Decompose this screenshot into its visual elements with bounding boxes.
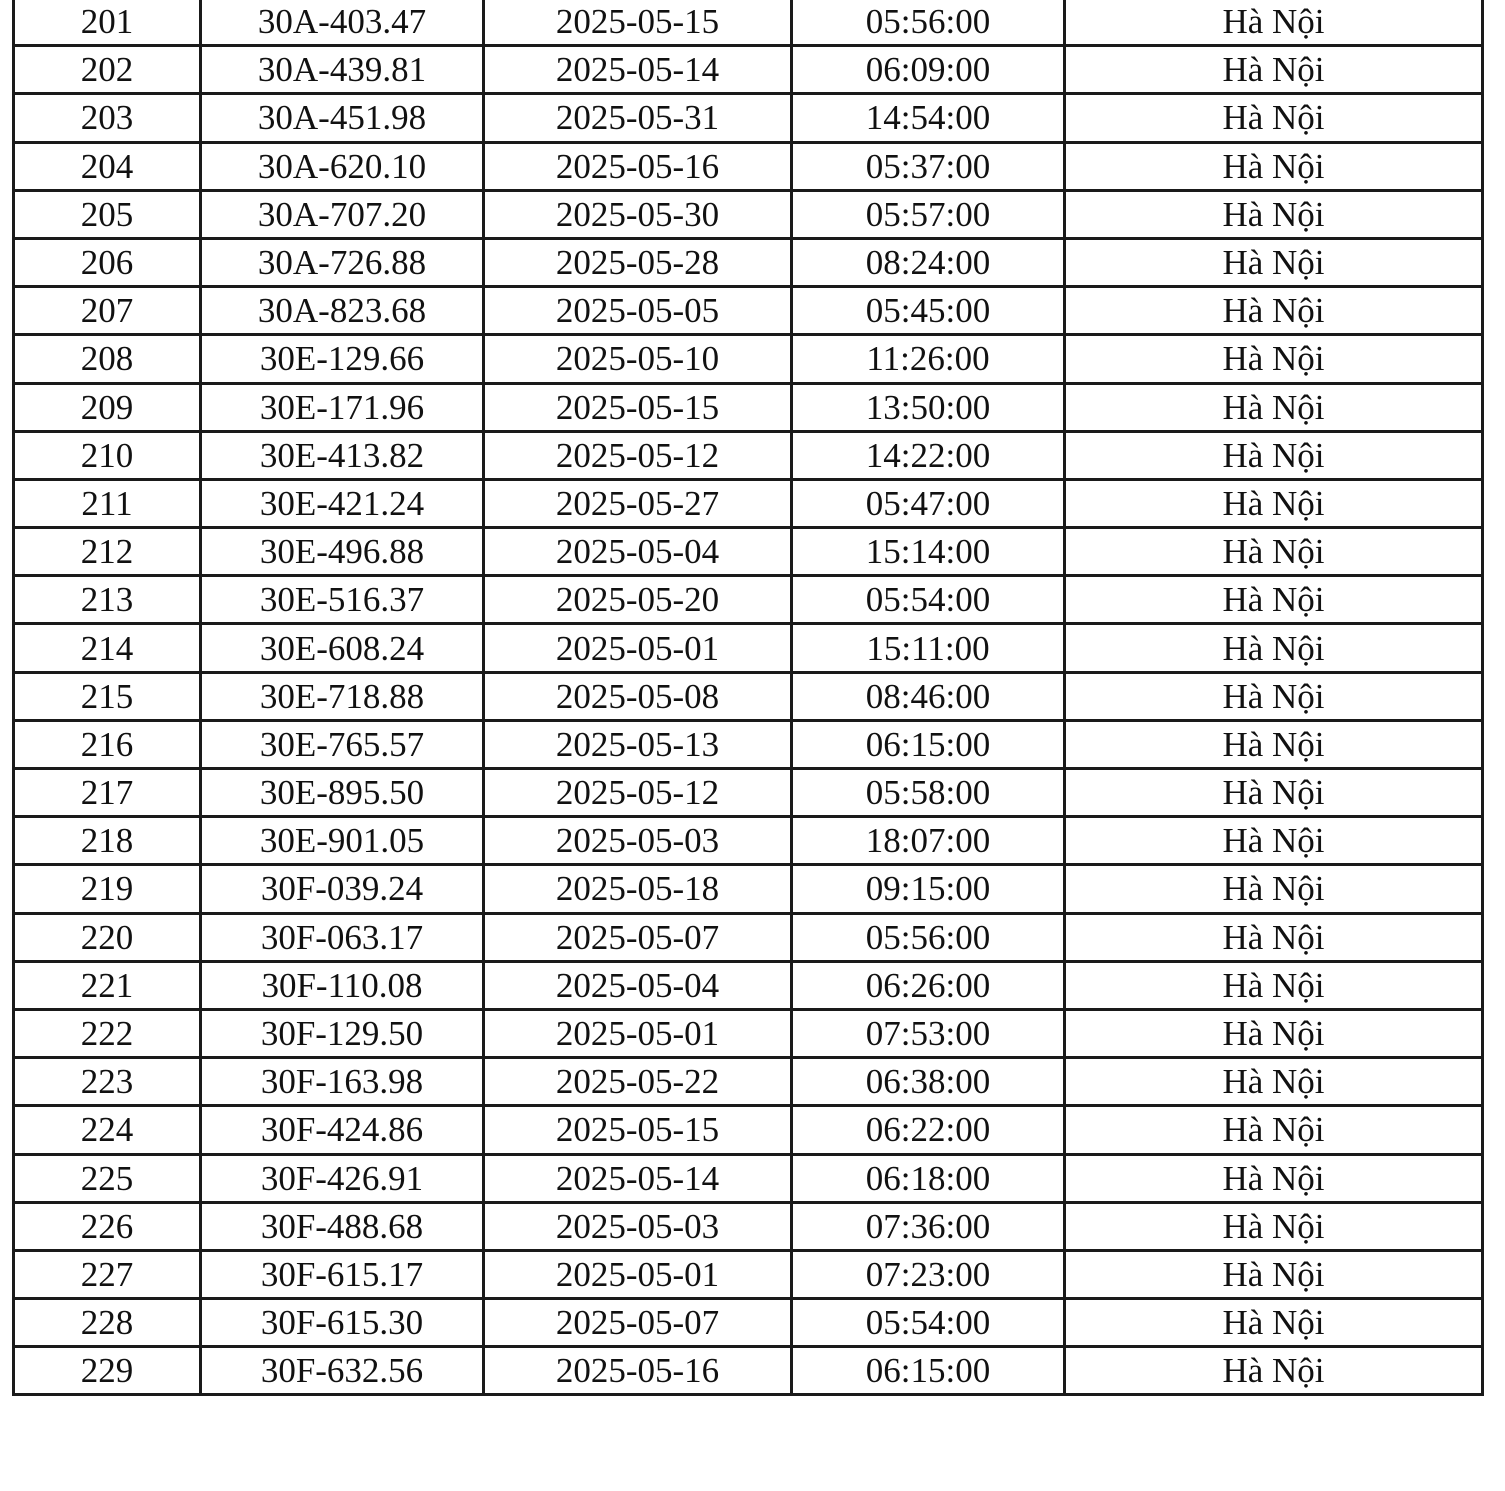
- violation-date-cell: 2025-05-13: [484, 720, 792, 768]
- location-cell: Hà Nội: [1065, 94, 1483, 142]
- license-plate-cell: 30A-451.98: [201, 94, 484, 142]
- table-body: [14, 0, 1483, 1395]
- table-row: [14, 528, 1483, 576]
- violation-date-cell: 2025-05-15: [484, 1106, 792, 1154]
- license-plate-cell: 30F-488.68: [201, 1202, 484, 1250]
- violation-date-cell: 2025-05-30: [484, 190, 792, 238]
- violation-date-cell: 2025-05-15: [484, 0, 792, 46]
- license-plate-cell: 30F-632.56: [201, 1347, 484, 1395]
- table-row: [14, 190, 1483, 238]
- row-number-cell: 208: [14, 335, 201, 383]
- violation-time-cell: 13:50:00: [792, 383, 1065, 431]
- violation-time-cell: 07:53:00: [792, 1009, 1065, 1057]
- location-cell: Hà Nội: [1065, 1106, 1483, 1154]
- violation-date-cell: 2025-05-12: [484, 769, 792, 817]
- row-number-cell: 214: [14, 624, 201, 672]
- license-plate-cell: 30E-421.24: [201, 479, 484, 527]
- table-row: [14, 913, 1483, 961]
- violation-time-cell: 06:26:00: [792, 961, 1065, 1009]
- row-number-cell: 213: [14, 576, 201, 624]
- row-number-cell: 219: [14, 865, 201, 913]
- location-cell: Hà Nội: [1065, 46, 1483, 94]
- row-number-cell: 228: [14, 1299, 201, 1347]
- violation-time-cell: 05:54:00: [792, 1299, 1065, 1347]
- location-cell: Hà Nội: [1065, 624, 1483, 672]
- row-number-cell: 212: [14, 528, 201, 576]
- row-number-cell: 218: [14, 817, 201, 865]
- violation-date-cell: 2025-05-16: [484, 1347, 792, 1395]
- table-row: [14, 817, 1483, 865]
- violation-time-cell: 05:56:00: [792, 0, 1065, 46]
- violation-date-cell: 2025-05-07: [484, 1299, 792, 1347]
- row-number-cell: 222: [14, 1009, 201, 1057]
- violation-date-cell: 2025-05-07: [484, 913, 792, 961]
- location-cell: Hà Nội: [1065, 383, 1483, 431]
- violation-date-cell: 2025-05-22: [484, 1058, 792, 1106]
- license-plate-cell: 30A-707.20: [201, 190, 484, 238]
- row-number-cell: 207: [14, 287, 201, 335]
- violation-date-cell: 2025-05-03: [484, 1202, 792, 1250]
- row-number-cell: 211: [14, 479, 201, 527]
- license-plate-cell: 30F-129.50: [201, 1009, 484, 1057]
- violation-time-cell: 06:38:00: [792, 1058, 1065, 1106]
- violation-time-cell: 06:15:00: [792, 720, 1065, 768]
- table-row: [14, 1347, 1483, 1395]
- violation-date-cell: 2025-05-15: [484, 383, 792, 431]
- violation-date-cell: 2025-05-05: [484, 287, 792, 335]
- license-plate-cell: 30F-039.24: [201, 865, 484, 913]
- table-row: [14, 624, 1483, 672]
- table-row: [14, 1250, 1483, 1298]
- license-plate-cell: 30F-615.30: [201, 1299, 484, 1347]
- location-cell: Hà Nội: [1065, 865, 1483, 913]
- table-row: [14, 769, 1483, 817]
- row-number-cell: 220: [14, 913, 201, 961]
- violation-time-cell: 06:18:00: [792, 1154, 1065, 1202]
- row-number-cell: 205: [14, 190, 201, 238]
- row-number-cell: 210: [14, 431, 201, 479]
- violation-time-cell: 07:23:00: [792, 1250, 1065, 1298]
- license-plate-cell: 30E-608.24: [201, 624, 484, 672]
- row-number-cell: 221: [14, 961, 201, 1009]
- license-plate-cell: 30E-718.88: [201, 672, 484, 720]
- violations-table: [12, 0, 1484, 1396]
- license-plate-cell: 30E-171.96: [201, 383, 484, 431]
- row-number-cell: 223: [14, 1058, 201, 1106]
- location-cell: Hà Nội: [1065, 1299, 1483, 1347]
- violation-time-cell: 08:24:00: [792, 238, 1065, 286]
- violation-time-cell: 11:26:00: [792, 335, 1065, 383]
- row-number-cell: 217: [14, 769, 201, 817]
- violation-time-cell: 15:14:00: [792, 528, 1065, 576]
- table-row: [14, 383, 1483, 431]
- location-cell: Hà Nội: [1065, 528, 1483, 576]
- location-cell: Hà Nội: [1065, 817, 1483, 865]
- row-number-cell: 227: [14, 1250, 201, 1298]
- violation-time-cell: 09:15:00: [792, 865, 1065, 913]
- license-plate-cell: 30F-163.98: [201, 1058, 484, 1106]
- violation-time-cell: 05:47:00: [792, 479, 1065, 527]
- violation-time-cell: 18:07:00: [792, 817, 1065, 865]
- violation-time-cell: 05:54:00: [792, 576, 1065, 624]
- location-cell: Hà Nội: [1065, 190, 1483, 238]
- row-number-cell: 225: [14, 1154, 201, 1202]
- violation-date-cell: 2025-05-16: [484, 142, 792, 190]
- row-number-cell: 201: [14, 0, 201, 46]
- row-number-cell: 203: [14, 94, 201, 142]
- license-plate-cell: 30A-620.10: [201, 142, 484, 190]
- location-cell: Hà Nội: [1065, 1202, 1483, 1250]
- violation-date-cell: 2025-05-04: [484, 528, 792, 576]
- row-number-cell: 206: [14, 238, 201, 286]
- violation-time-cell: 05:37:00: [792, 142, 1065, 190]
- location-cell: Hà Nội: [1065, 287, 1483, 335]
- violation-date-cell: 2025-05-01: [484, 1250, 792, 1298]
- table-row: [14, 1154, 1483, 1202]
- table-row: [14, 238, 1483, 286]
- table-row: [14, 576, 1483, 624]
- location-cell: Hà Nội: [1065, 1154, 1483, 1202]
- location-cell: Hà Nội: [1065, 1347, 1483, 1395]
- location-cell: Hà Nội: [1065, 961, 1483, 1009]
- table-row: [14, 335, 1483, 383]
- table-row: [14, 479, 1483, 527]
- license-plate-cell: 30A-403.47: [201, 0, 484, 46]
- location-cell: Hà Nội: [1065, 913, 1483, 961]
- violation-date-cell: 2025-05-28: [484, 238, 792, 286]
- row-number-cell: 229: [14, 1347, 201, 1395]
- violation-date-cell: 2025-05-10: [484, 335, 792, 383]
- violation-date-cell: 2025-05-08: [484, 672, 792, 720]
- violation-date-cell: 2025-05-04: [484, 961, 792, 1009]
- table-row: [14, 287, 1483, 335]
- license-plate-cell: 30A-439.81: [201, 46, 484, 94]
- license-plate-cell: 30E-765.57: [201, 720, 484, 768]
- location-cell: Hà Nội: [1065, 0, 1483, 46]
- table-row: [14, 1009, 1483, 1057]
- license-plate-cell: 30E-901.05: [201, 817, 484, 865]
- row-number-cell: 224: [14, 1106, 201, 1154]
- table-row: [14, 865, 1483, 913]
- table-row: [14, 431, 1483, 479]
- location-cell: Hà Nội: [1065, 142, 1483, 190]
- license-plate-cell: 30A-823.68: [201, 287, 484, 335]
- location-cell: Hà Nội: [1065, 1250, 1483, 1298]
- location-cell: Hà Nội: [1065, 1009, 1483, 1057]
- location-cell: Hà Nội: [1065, 1058, 1483, 1106]
- row-number-cell: 204: [14, 142, 201, 190]
- violation-time-cell: 05:57:00: [792, 190, 1065, 238]
- table-row: [14, 0, 1483, 46]
- location-cell: Hà Nội: [1065, 479, 1483, 527]
- license-plate-cell: 30F-424.86: [201, 1106, 484, 1154]
- violation-time-cell: 05:58:00: [792, 769, 1065, 817]
- violation-date-cell: 2025-05-12: [484, 431, 792, 479]
- violation-date-cell: 2025-05-01: [484, 624, 792, 672]
- table-row: [14, 1202, 1483, 1250]
- violation-date-cell: 2025-05-18: [484, 865, 792, 913]
- violation-time-cell: 08:46:00: [792, 672, 1065, 720]
- location-cell: Hà Nội: [1065, 672, 1483, 720]
- location-cell: Hà Nội: [1065, 576, 1483, 624]
- license-plate-cell: 30E-895.50: [201, 769, 484, 817]
- license-plate-cell: 30A-726.88: [201, 238, 484, 286]
- violation-time-cell: 06:15:00: [792, 1347, 1065, 1395]
- violation-date-cell: 2025-05-31: [484, 94, 792, 142]
- license-plate-cell: 30F-426.91: [201, 1154, 484, 1202]
- row-number-cell: 216: [14, 720, 201, 768]
- location-cell: Hà Nội: [1065, 238, 1483, 286]
- row-number-cell: 209: [14, 383, 201, 431]
- violation-time-cell: 06:09:00: [792, 46, 1065, 94]
- table-row: [14, 1299, 1483, 1347]
- violation-time-cell: 05:45:00: [792, 287, 1065, 335]
- table-row: [14, 961, 1483, 1009]
- license-plate-cell: 30F-063.17: [201, 913, 484, 961]
- row-number-cell: 226: [14, 1202, 201, 1250]
- license-plate-cell: 30E-496.88: [201, 528, 484, 576]
- violation-date-cell: 2025-05-01: [484, 1009, 792, 1057]
- table-row: [14, 720, 1483, 768]
- table-row: [14, 672, 1483, 720]
- location-cell: Hà Nội: [1065, 720, 1483, 768]
- violation-date-cell: 2025-05-14: [484, 1154, 792, 1202]
- violation-time-cell: 14:22:00: [792, 431, 1065, 479]
- violation-time-cell: 06:22:00: [792, 1106, 1065, 1154]
- violation-time-cell: 05:56:00: [792, 913, 1065, 961]
- violation-date-cell: 2025-05-03: [484, 817, 792, 865]
- location-cell: Hà Nội: [1065, 769, 1483, 817]
- location-cell: Hà Nội: [1065, 431, 1483, 479]
- row-number-cell: 215: [14, 672, 201, 720]
- license-plate-cell: 30F-615.17: [201, 1250, 484, 1298]
- violation-date-cell: 2025-05-14: [484, 46, 792, 94]
- license-plate-cell: 30F-110.08: [201, 961, 484, 1009]
- violation-date-cell: 2025-05-20: [484, 576, 792, 624]
- table-row: [14, 1106, 1483, 1154]
- violation-time-cell: 15:11:00: [792, 624, 1065, 672]
- location-cell: Hà Nội: [1065, 335, 1483, 383]
- license-plate-cell: 30E-516.37: [201, 576, 484, 624]
- violation-time-cell: 07:36:00: [792, 1202, 1065, 1250]
- license-plate-cell: 30E-129.66: [201, 335, 484, 383]
- table-row: [14, 94, 1483, 142]
- violation-time-cell: 14:54:00: [792, 94, 1065, 142]
- table-row: [14, 46, 1483, 94]
- violation-date-cell: 2025-05-27: [484, 479, 792, 527]
- table-row: [14, 142, 1483, 190]
- row-number-cell: 202: [14, 46, 201, 94]
- license-plate-cell: 30E-413.82: [201, 431, 484, 479]
- table-row: [14, 1058, 1483, 1106]
